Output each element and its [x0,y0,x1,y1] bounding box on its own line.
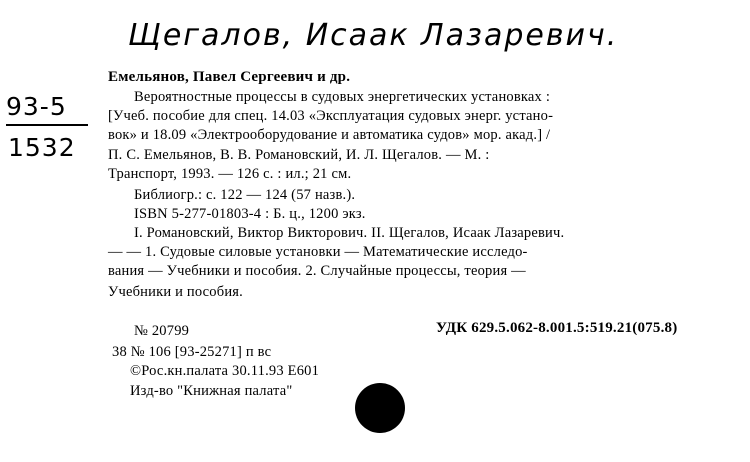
tracings-line: I. Романовский, Виктор Викторович. II. Щегалов, Исаак Лазаревич. [134,225,565,241]
handwritten-title: Щегалов, Исаак Лазаревич. [128,18,619,53]
isbn-line: ISBN 5-277-01803-4 : Б. ц., 1200 экз. [134,206,366,222]
subject-line: Учебники и пособия. [108,284,243,300]
subject-line: — — 1. Судовые силовые установки — Математические исследо- [108,244,528,260]
punch-hole [355,383,405,433]
record-line: [Учеб. пособие для спец. 14.03 «Эксплуатация судовых энерг. устано- [108,108,554,124]
record-line: П. С. Емельянов, В. В. Романовский, И. Л. Щегалов. — М. : [108,147,490,163]
book-chamber-stamp: ©Рос.кн.палата 30.11.93 Е601 [130,363,320,379]
handwritten-code-bottom: 1532 [8,133,76,162]
registration-number: 38 № 106 [93-25271] п вс [112,344,272,360]
udk-code: УДК 629.5.062-8.001.5:519.21(075.8) [436,320,678,336]
bibliography-line: Библиогр.: с. 122 — 124 (57 назв.). [134,187,356,203]
handwritten-code-top: 93-5 [6,92,67,121]
author-heading: Емельянов, Павел Сергеевич и др. [108,69,351,85]
handwritten-divider [6,124,88,126]
publisher-line: Изд-во "Книжная палата" [130,383,293,399]
record-line: Вероятностные процессы в судовых энергетических установках : [134,89,551,105]
subject-line: вания — Учебники и пособия. 2. Случайные процессы, теория — [108,263,526,279]
record-number: № 20799 [134,323,190,339]
record-line: Транспорт, 1993. — 126 с. : ил.; 21 см. [108,166,352,182]
record-line: вок» и 18.09 «Электрооборудование и автоматика судов» мор. акад.] / [108,127,551,143]
